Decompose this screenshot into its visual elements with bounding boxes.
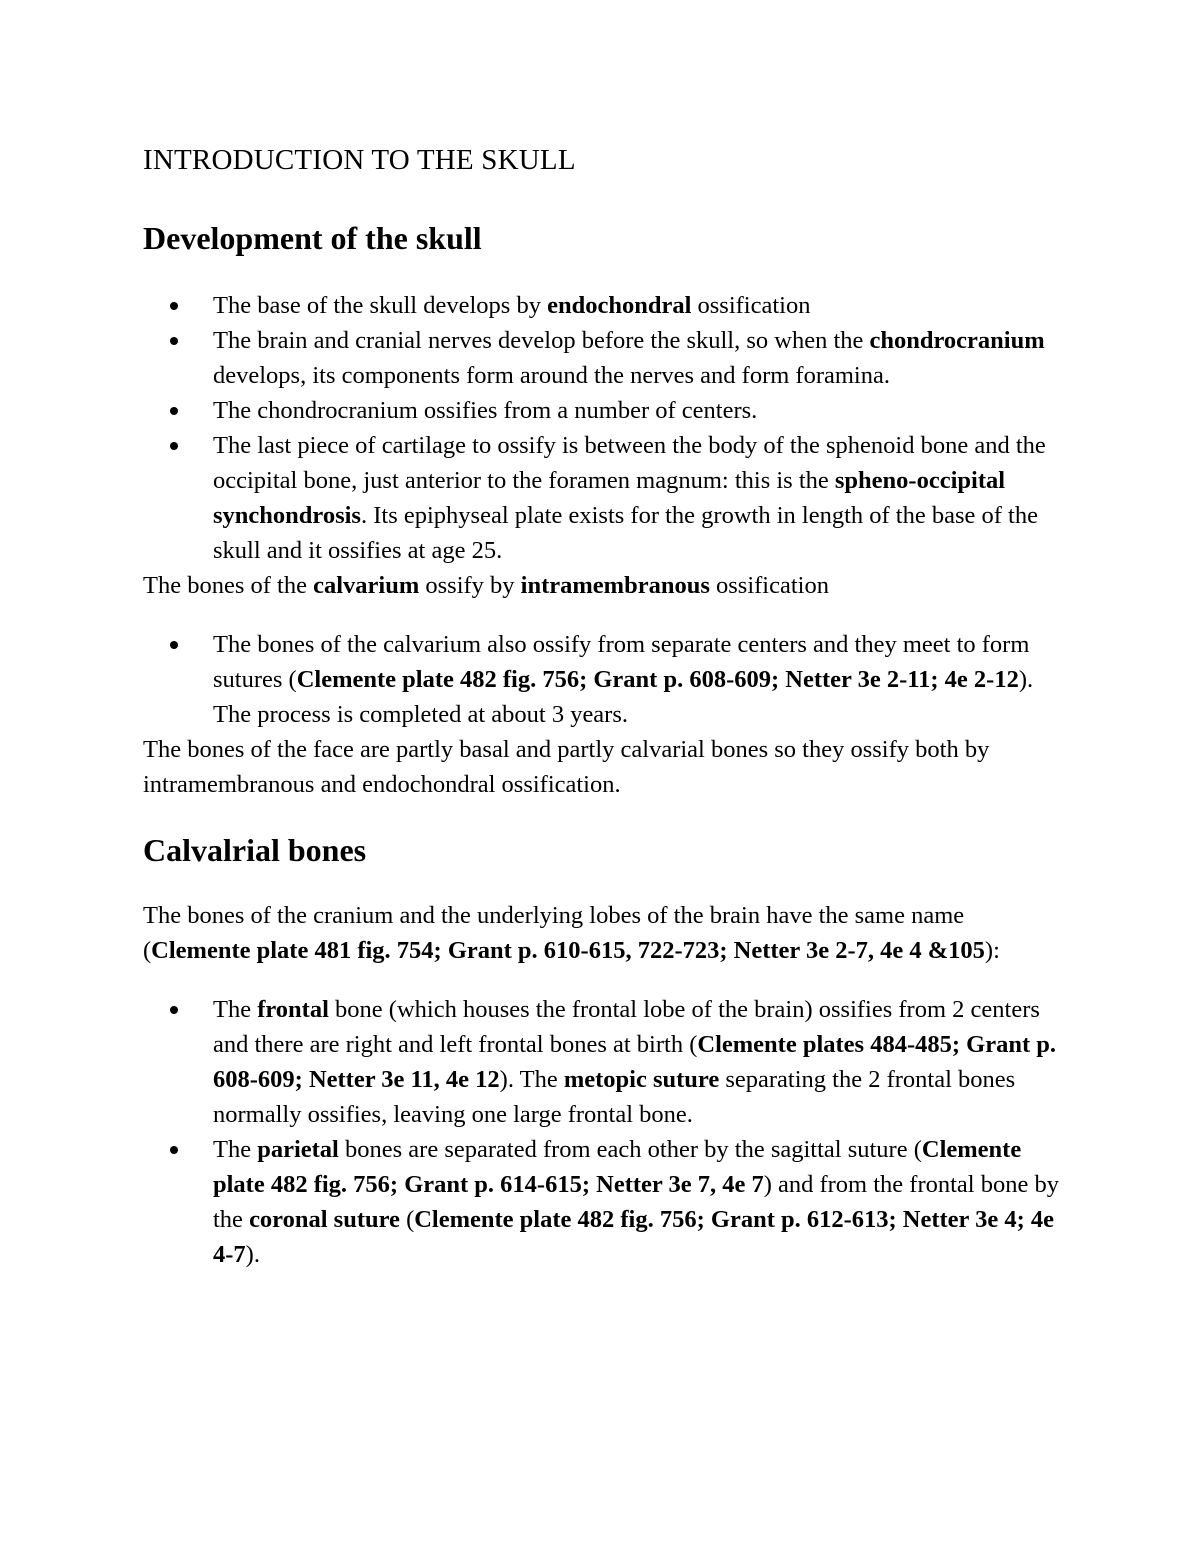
list-item: The brain and cranial nerves develop before the skull, so when the chondrocranium develops, its components form around the nerves and form foramina. — [143, 323, 1073, 393]
calvarium-paragraph: The bones of the calvarium ossify by intramembranous ossification — [143, 572, 829, 599]
list-item: The parietal bones are separated from each other by the sagittal suture (Clemente plate 482 fig. 756; Grant p. 614-615; Netter 3e 7, 4e 7) and from the frontal bone by the coronal suture (Clemente plate 482 fig. 756; Grant p. 612-613; Netter 3e 4; 4e 4-7). — [143, 1132, 1073, 1272]
list-item: The bones of the calvarium also ossify from separate centers and they meet to form sutures (Clemente plate 482 fig. 756; Grant p. 608-609; Netter 3e 2-11; 4e 2-12). The process is completed at about 3 years. — [143, 627, 1073, 732]
section-heading-development: Development of the skull — [143, 220, 482, 256]
face-bones-paragraph: The bones of the face are partly basal and partly calvarial bones so they ossify both by intramembranous and endochondral ossification. — [143, 736, 990, 798]
calvarium-bullet-list — [143, 627, 1073, 732]
cranium-intro-paragraph: The bones of the cranium and the underlying lobes of the brain have the same name (Clemente plate 481 fig. 754; Grant p. 610-615, 722-723; Netter 3e 2-7, 4e 4 &105): — [143, 902, 1000, 964]
document-title: INTRODUCTION TO THE SKULL — [143, 144, 576, 176]
development-bullet-list — [143, 288, 1073, 568]
list-item: The chondrocranium ossifies from a number of centers. — [143, 393, 1073, 428]
document-page — [143, 140, 1073, 1272]
section-heading-calvarial-bones: Calvalrial bones — [143, 832, 367, 868]
list-item: The frontal bone (which houses the frontal lobe of the brain) ossifies from 2 centers and there are right and left frontal bones at birth (Clemente plates 484-485; Grant p. 608-609; Netter 3e 11, 4e 12). The metopic suture separating the 2 frontal bones normally ossifies, leaving one large frontal bone. — [143, 992, 1073, 1132]
list-item: The base of the skull develops by endochondral ossification — [143, 288, 1073, 323]
list-item: The last piece of cartilage to ossify is between the body of the sphenoid bone and the occipital bone, just anterior to the foramen magnum: this is the spheno-occipital synchondrosis. Its epiphyseal plate exists for the growth in length of the base of the skull and it ossifies at age 25. — [143, 428, 1073, 568]
calvarial-bones-bullet-list — [143, 992, 1073, 1272]
